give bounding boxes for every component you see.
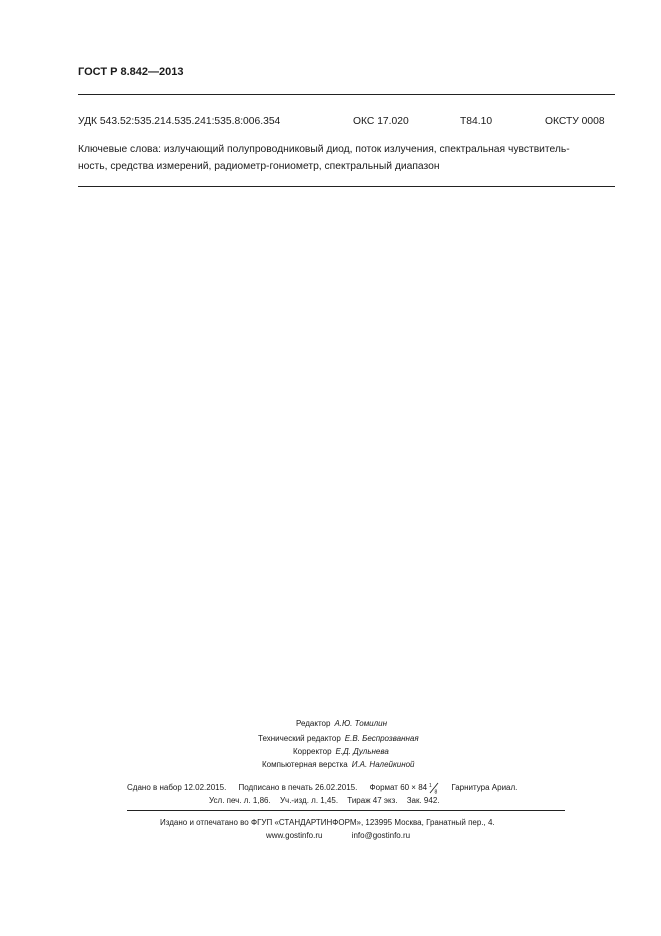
keywords-line: Ключевые слова: излучающий полупроводниковый диод, поток излучения, спектральная чувствитель- [78,144,570,155]
credit-layout [262,757,415,772]
udk-code: УДК 543.52:535.214.535.241:535.8:006.354 [78,116,281,127]
imprint-format: Формат 60 × 84 [369,783,428,793]
credit-role: Редактор [296,719,331,728]
publisher-email-link[interactable]: info@gostinfo.ru [351,831,411,840]
imprint-line-1 [127,783,517,793]
top-divider [78,94,615,95]
imprint-signed: Подписано в печать 26.02.2015. [238,783,358,793]
fraction-denominator: 8 [434,789,438,794]
bottom-divider [78,186,615,187]
imprint-divider [127,810,565,811]
credit-name: Е.В. Беспрозванная [344,734,419,743]
okstu-code: ОКСТУ 0008 [545,116,605,127]
credit-role: Технический редактор [258,734,341,743]
credit-role: Корректор [293,747,332,756]
imprint-edit-sheets: Уч.-изд. л. 1,45. [279,796,339,805]
imprint-order: Зак. 942. [406,796,440,805]
keywords-line: ность, средства измерений, радиометр-гониометр, спектральный диапазон [78,161,440,172]
keywords [78,141,618,175]
imprint-print-sheets: Усл. печ. л. 1,86. [209,796,271,805]
credit-editor [296,716,387,731]
imprint-line-2 [209,796,440,805]
imprint-run: Тираж 47 экз. [347,796,398,805]
imprint-submitted: Сдано в набор 12.02.2015. [127,783,227,793]
credit-name: Е.Д. Дульнева [335,747,389,756]
imprint-typeface: Гарнитура Ариал. [451,783,518,793]
publisher-line: Издано и отпечатано во ФГУП «СТАНДАРТИНФОРМ», 123995 Москва, Гранатный пер., 4. [160,818,495,827]
standard-code: ГОСТ Р 8.842—2013 [78,66,184,78]
format-fraction [429,783,439,793]
t-code: Т84.10 [460,116,493,127]
publisher-website-link[interactable]: www.gostinfo.ru [266,831,323,840]
credit-name: А.Ю. Томилин [334,719,387,728]
credit-name: И.А. Налейкиной [351,760,415,769]
publisher-contacts [266,831,410,840]
credit-role: Компьютерная верстка [262,760,348,769]
fraction-numerator: 1 [429,783,432,789]
oks-code: ОКС 17.020 [353,116,409,127]
